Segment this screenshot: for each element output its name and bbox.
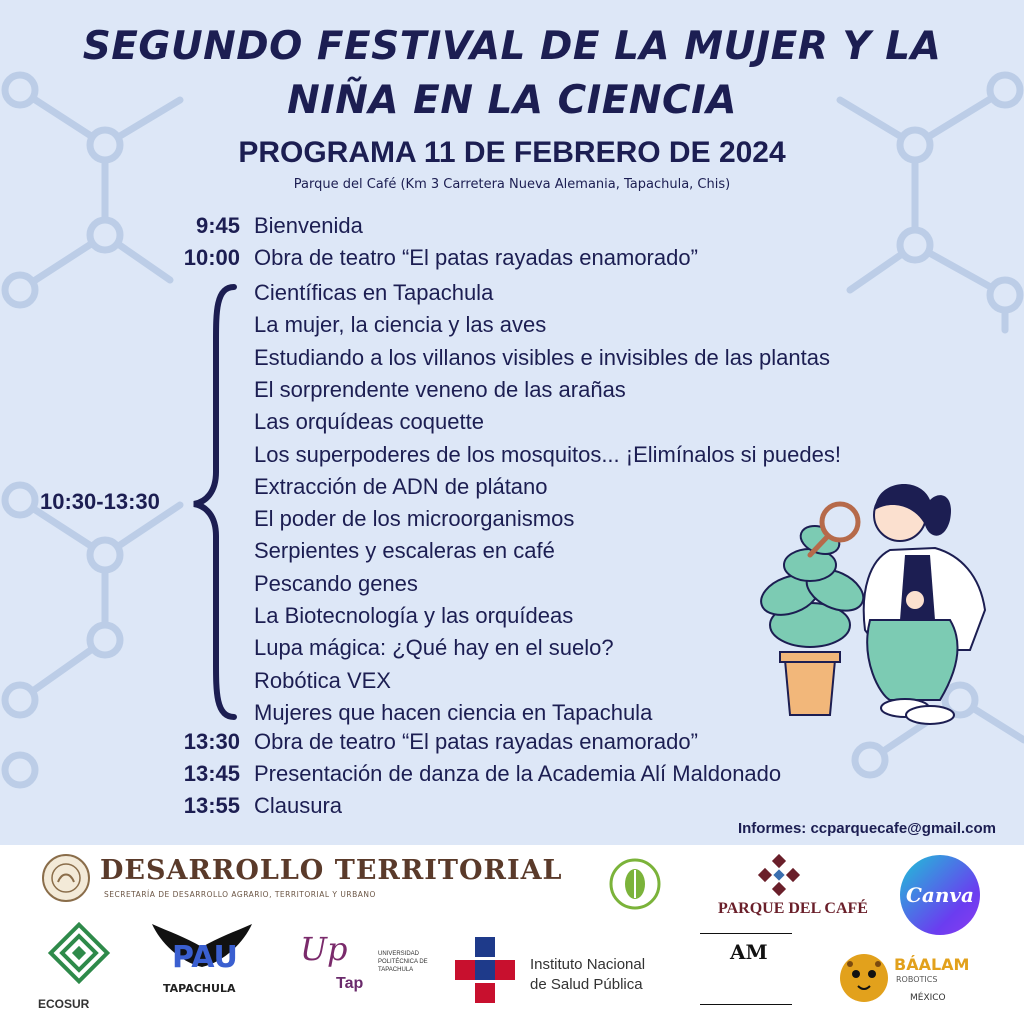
schedule-time: 9:45 [195, 213, 240, 238]
block-activity-item: Las orquídeas coquette [254, 409, 484, 435]
scientist-illustration [740, 460, 1000, 730]
block-activity-item: La mujer, la ciencia y las aves [254, 312, 547, 338]
block-activity-item: Estudiando a los villanos visibles e invisibles de las plantas [254, 344, 830, 370]
schedule-time: 13:45 [183, 761, 240, 786]
mexico-seal-icon [40, 852, 92, 904]
block-activity-item: El poder de los microorganismos [254, 506, 575, 532]
schedule-time: 13:55 [183, 793, 240, 818]
ecosur-logo: ECOSUR [38, 997, 90, 1011]
baalam-subtitle: ROBOTICS [896, 975, 938, 984]
schedule-activity: Clausura [254, 793, 343, 818]
block-activity-item: El sorprendente veneno de las arañas [254, 376, 626, 402]
desarrollo-territorial-subtitle: SECRETARÍA DE DESARROLLO AGRARIO, TERRITORIAL Y URBANO [104, 890, 376, 899]
upt-name: UNIVERSIDAD POLITÉCNICA DE TAPACHULA [378, 951, 428, 973]
schedule-activity: Obra de teatro “El patas rayadas enamorado” [254, 729, 698, 754]
schedule-activity: Obra de teatro “El patas rayadas enamorado” [254, 245, 698, 270]
block-activity-item: Robótica VEX [254, 667, 391, 693]
block-activity-item: Serpientes y escaleras en café [254, 538, 555, 564]
insp-line-2: de Salud Pública [530, 976, 643, 993]
pau-subtitle: TAPACHULA [163, 982, 236, 995]
block-activity-item: Científicas en Tapachula [254, 280, 494, 305]
upt-logo: Up [300, 930, 348, 968]
canva-logo: Canva [900, 855, 980, 935]
curly-brace [186, 282, 246, 722]
insp-logo [530, 955, 645, 995]
parque-cafe-pattern-icon [752, 854, 806, 900]
schedule-activity: Bienvenida [254, 213, 363, 238]
block-activity-item: Extracción de ADN de plátano [254, 473, 548, 499]
am-logo: AM [730, 940, 768, 964]
block-activity-item: Lupa mágica: ¿Qué hay en el suelo? [254, 635, 614, 661]
parque-cafe-community-logo [605, 852, 665, 922]
festival-title [0, 20, 1024, 128]
parque-cafe-logo: PARQUE DEL CAFÉ [718, 900, 868, 917]
block-activity-item: La Biotecnología y las orquídeas [254, 603, 574, 628]
insp-line-1: Instituto Nacional [530, 956, 646, 973]
ecosur-icon [38, 912, 120, 996]
title-line-2: NIÑA EN LA CIENCIA [287, 78, 737, 123]
schedule-time: 10:00 [183, 245, 240, 270]
jaguar-icon [836, 950, 892, 1004]
location-text: Parque del Café (Km 3 Carretera Nueva Alemania, Tapachula, Chis) [293, 177, 731, 192]
schedule-activity: Presentación de danza de la Academia Alí Maldonado [254, 761, 782, 786]
upt-tap-label: Tap [336, 975, 364, 992]
title-line-1: SEGUNDO FESTIVAL DE LA MUJER Y LA [82, 24, 942, 69]
desarrollo-territorial-logo: DESARROLLO TERRITORIAL [100, 855, 563, 886]
block-time: 10:30-13:30 [40, 489, 160, 514]
baalam-logo: BÁALAM [894, 955, 970, 974]
block-activity-item: Pescando genes [254, 570, 418, 596]
block-activity-item: Los superpoderes de los mosquitos... ¡Elimínalos si puedes! [254, 441, 841, 467]
insp-icon [450, 935, 520, 1005]
baalam-country: MÉXICO [910, 993, 946, 1003]
block-activity-item: Mujeres que hacen ciencia en Tapachula [254, 699, 653, 725]
schedule-time: 13:30 [183, 729, 240, 754]
contact-info: Informes: ccparquecafe@gmail.com [737, 820, 996, 837]
program-date: PROGRAMA 11 DE FEBRERO DE 2024 [238, 136, 786, 169]
pau-logo: PAU [172, 940, 238, 975]
